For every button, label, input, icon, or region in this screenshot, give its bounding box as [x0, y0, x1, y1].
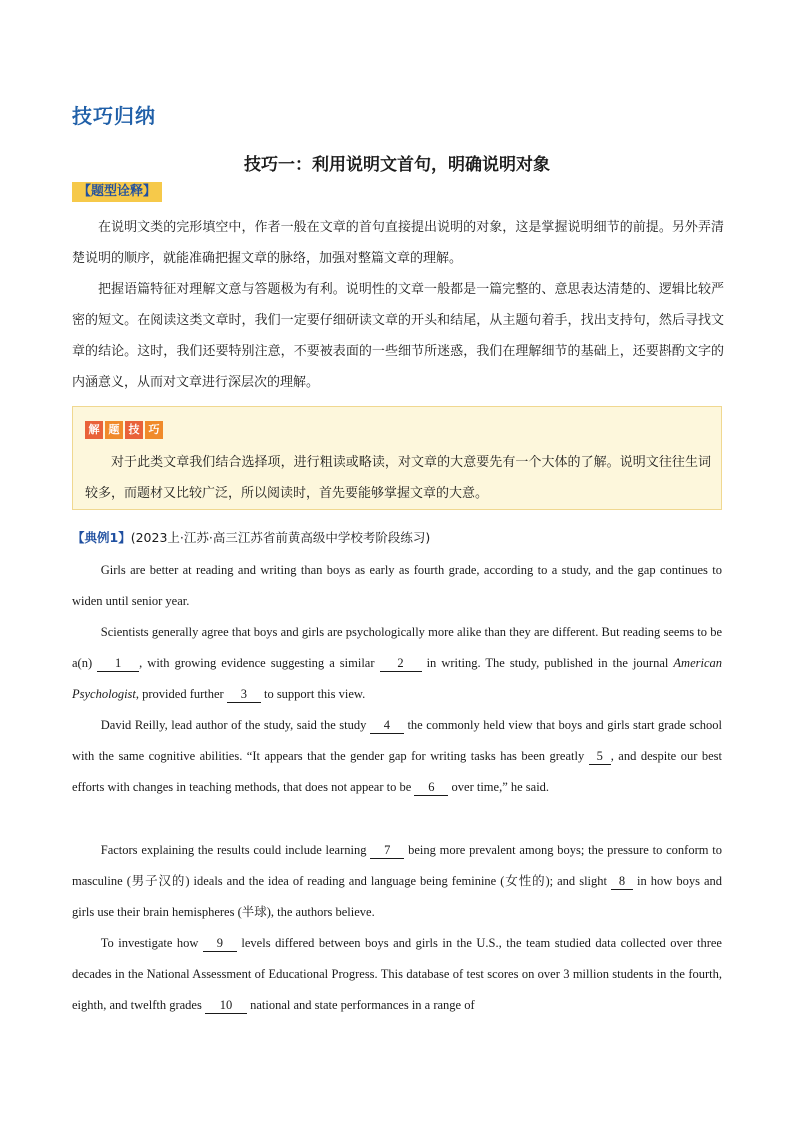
- blank-10: 10: [205, 997, 247, 1014]
- tips-box: [72, 406, 722, 510]
- example-source: (2023上·江苏·高三江苏省前黄高级中学校考阶段练习): [130, 530, 431, 545]
- blank-4: 4: [370, 717, 404, 734]
- passage-paragraph-1: Girls are better at reading and writing than boys as early as fourth grade, according to a study, and the gap continues to widen until senior year.: [72, 563, 722, 608]
- blank-8: 8: [611, 873, 633, 890]
- tips-badge-char: 技: [125, 421, 143, 439]
- skill-title: 技巧一：利用说明文首句，明确说明对象: [244, 155, 550, 175]
- journal-name: American Psychologist: [72, 656, 723, 701]
- explanation-paragraph-1: 在说明文类的完形填空中，作者一般在文章的首句直接提出说明的对象，这是掌握说明细节的前提。另外弄清楚说明的顺序，就能准确把握文章的脉络，加强对整篇文章的理解。: [72, 220, 724, 266]
- tips-badge-char: 巧: [145, 421, 163, 439]
- passage-paragraph-5: To investigate how 9 levels differed between boys and girls in the U.S., the team studied data collected over three decades in the National Assessment of Educational Progress. This database of test scores on over 3 million students in the fourth, eighth, and twelfth grades 10 national and state performances in a range of: [72, 936, 722, 1012]
- passage-paragraph-3: David Reilly, lead author of the study, said the study 4 the commonly held view that boys and girls start grade school with the same cognitive abilities. “It appears that the gender gap for writing tasks has been greatly 5 , and despite our best efforts with changes in teaching methods, that does not appear to be 6 over time,” he said.: [72, 718, 722, 794]
- tips-badge-char: 解: [85, 421, 103, 439]
- blank-2: 2: [380, 655, 422, 672]
- blank-6: 6: [414, 779, 448, 796]
- explanation-paragraph-2: 把握语篇特征对理解文意与答题极为有利。说明性的文章一般都是一篇完整的、意思表达清楚的、逻辑比较严密的短文。在阅读这类文章时，我们一定要仔细研读文章的开头和结尾，从主题句着手，找出支持句，然后寻找文章的结论。这时，我们还要特别注意，不要被表面的一些细节所迷惑，我们在理解细节的基础上，还要斟酌文字的内涵意义，从而对文章进行深层次的理解。: [72, 282, 724, 390]
- blank-3: 3: [227, 686, 261, 703]
- passage-paragraph-4: Factors explaining the results could include learning 7 being more prevalent among boys; the pressure to conform to masculine (男子汉的) ideals and the idea of reading and language being feminine (女性的); and slight 8 in how boys and girls use their brain hemispheres (半球), the authors believe.: [72, 843, 723, 919]
- blank-1: 1: [97, 655, 139, 672]
- blank-9: 9: [203, 935, 237, 952]
- question-type-label: 【题型诠释】: [72, 182, 162, 202]
- example-heading: [72, 528, 430, 546]
- tips-badge-char: 题: [105, 421, 123, 439]
- section-title: 技巧归纳: [72, 104, 156, 128]
- blank-5: 5: [589, 748, 611, 765]
- passage-paragraph-2: Scientists generally agree that boys and girls are psychologically more alike than they are different. But reading seems to be a(n) 1 , with growing evidence suggesting a similar 2 in writing. The study, published in the journal American Psychologist, provided further 3 to support this view.: [72, 625, 723, 701]
- example-label: 【典例1】: [72, 530, 131, 545]
- tips-badge: [85, 421, 163, 439]
- tips-text: 对于此类文章我们结合选择项，进行粗读或略读，对文章的大意要先有一个大体的了解。说明文往往生词较多，而题材又比较广泛，所以阅读时，首先要能够掌握文章的大意。: [85, 455, 711, 501]
- blank-7: 7: [370, 842, 404, 859]
